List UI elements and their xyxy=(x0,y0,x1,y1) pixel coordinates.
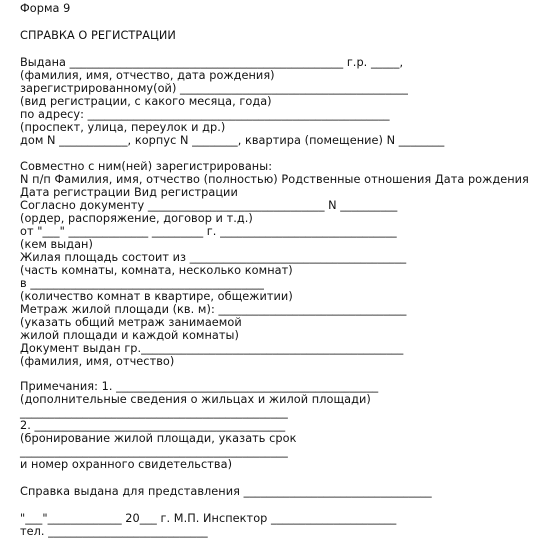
document-issued-line: Документ выдан гр.______________________________________________ xyxy=(20,342,404,355)
living-space-line: Жилая площадь состоит из ______________________________________ xyxy=(20,251,407,264)
notes-line-1: Примечания: 1. ______________________________________________ xyxy=(20,380,379,393)
document-basis-line: Согласно документу _______________________________ N __________ xyxy=(20,199,398,212)
house-line: дом N ____________, корпус N ________, квартира (помещение) N ________ xyxy=(20,134,445,147)
area-line: Метраж жилой площади (кв. м): _________________________________ xyxy=(20,303,407,316)
area-caption-1: (указать общий метраж занимаемой xyxy=(20,316,242,329)
issued-to-caption: (фамилия, имя, отчество, дата рождения) xyxy=(20,69,275,82)
rooms-line: в _________________________________________ xyxy=(20,277,264,290)
rooms-caption: (количество комнат в квартире, общежитии) xyxy=(20,290,293,303)
form-title: СПРАВКА О РЕГИСТРАЦИИ xyxy=(20,29,176,42)
presentation-line: Справка выдана для представления _________________________________ xyxy=(20,485,432,498)
co-registered-columns: N п/п Фамилия, имя, отчество (полностью) Родственные отношения Дата рождения xyxy=(20,173,529,186)
notes-caption-2: (бронирование жилой площади, указать срок xyxy=(20,432,297,445)
notes-line-2: 2. ____________________________________________ xyxy=(20,419,286,432)
area-caption-2: жилой площади и каждой комнаты) xyxy=(20,329,239,342)
date-issuer-line: от "___" ______________ _________ г. _______________________________ xyxy=(20,225,397,238)
notes-caption-3: и номер охранного свидетельства) xyxy=(20,458,233,471)
registered-line: зарегистрированному(ой) ________________________________________ xyxy=(20,82,408,95)
notes-blank-1: _______________________________________________ xyxy=(20,406,288,419)
address-line: по адресу: _____________________________________________________ xyxy=(20,108,390,121)
notes-blank-2: _______________________________________________ xyxy=(20,445,288,458)
issued-to-line: Выдана ________________________________________________ г.р. _____, xyxy=(20,56,404,69)
living-space-caption: (часть комнаты, комната, несколько комнат) xyxy=(20,264,293,277)
co-registered-heading: Совместно с ним(ней) зарегистрированы: xyxy=(20,160,273,173)
registered-caption: (вид регистрации, с какого месяца, года) xyxy=(20,95,272,108)
address-caption: (проспект, улица, переулок и др.) xyxy=(20,121,226,134)
document-basis-caption: (ордер, распоряжение, договор и т.д.) xyxy=(20,212,253,225)
date-signature-line: "___"_____________ 20___ г. М.П. Инспектор ______________________ xyxy=(20,512,397,525)
issuer-caption: (кем выдан) xyxy=(20,238,93,251)
form-number: Форма 9 xyxy=(20,2,71,15)
notes-caption-1: (дополнительные сведения о жильцах и жилой площади) xyxy=(20,393,371,406)
phone-line: тел. ____________________________ xyxy=(20,525,208,538)
co-registered-columns-2: Дата регистрации Вид регистрации xyxy=(20,186,238,199)
document-issued-caption: (фамилия, имя, отчество) xyxy=(20,355,175,368)
